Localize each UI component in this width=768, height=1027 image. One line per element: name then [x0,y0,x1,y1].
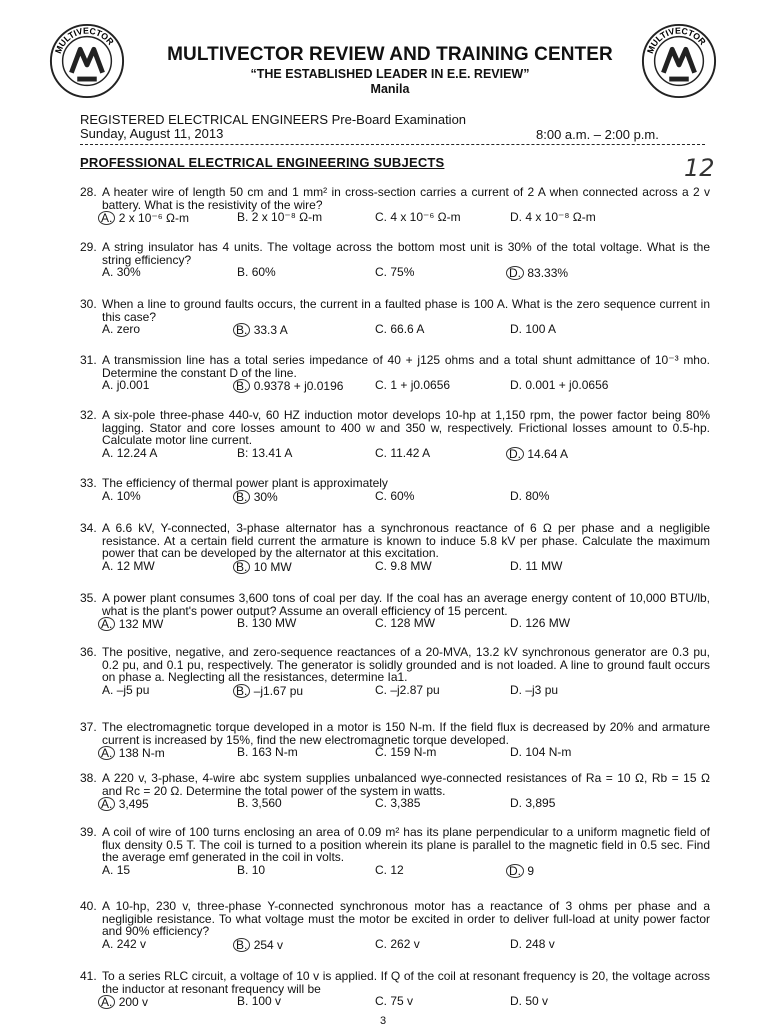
answer-option [237,864,265,877]
option-letter: D. [510,558,522,573]
option-letter: B. [237,616,249,631]
option-letter: A. [98,746,115,760]
svg-text:MULTIVECTOR: MULTIVECTOR [52,25,116,55]
answer-option [102,211,189,225]
option-letter: D. [510,796,522,811]
option-value: 33.3 A [253,323,288,338]
question-item [80,646,710,698]
option-letter: A. [102,265,114,280]
answer-option [510,995,548,1008]
option-value: 4 x 10⁻⁸ Ω-m [525,210,596,225]
question-text: The electromagnetic torque developed in a motor is 150 N-m. If the field flux is decreased by 20% and armature current is increased by 15%, find the new electromagnetic torque developed. [102,720,710,747]
question-text: A six-pole three-phase 440-v, 60 HZ induction motor develops 10-hp at 1,150 rpm, the power factor being 80% lagging. Stator and core losses amount to 400 w and 350 w, respectively. Frictional losses amount to 0.5-hp. Calculate motor line current. [102,408,710,448]
option-value: j0.001 [116,378,150,393]
option-letter: D. [506,266,524,280]
page-number: 3 [380,1015,387,1027]
option-value: 11 MW [525,558,563,573]
answer-options [102,211,710,225]
option-letter: B. [233,379,250,393]
option-value: 75 v [390,994,414,1009]
option-letter: B. [233,560,250,574]
option-letter: A. [102,862,114,877]
answer-option [375,211,461,224]
exam-name: REGISTERED ELECTRICAL ENGINEERS Pre-Board Examination [80,112,467,127]
option-letter: B. [233,323,250,337]
answer-option [102,266,141,279]
option-value: 10 [251,862,266,877]
question-item [80,354,710,393]
question-number: 31. [80,353,97,367]
answer-option [237,684,303,698]
answer-option [102,617,163,631]
exam-time: 8:00 a.m. – 2:00 p.m. [536,127,659,142]
option-letter: C. [375,210,387,225]
answer-option [237,323,288,337]
question-number: 34. [80,521,97,535]
option-value: 138 N-m [118,746,165,761]
answer-option [375,447,430,460]
option-letter: A. [102,488,114,503]
option-value: 132 MW [118,617,164,632]
answer-option [510,560,562,573]
option-value: 4 x 10⁻⁶ Ω-m [390,210,461,225]
exam-date: Sunday, August 11, 2013 [80,126,224,141]
question-item [80,900,710,952]
answer-option [375,864,404,877]
option-letter: C. [375,745,387,760]
question-item [80,241,710,280]
option-value: 80% [525,488,550,503]
answer-option [237,490,278,504]
answer-options [102,266,710,280]
answer-option [102,490,141,503]
option-value: 262 v [390,936,420,951]
question-text: A 220 v, 3-phase, 4-wire abc system supplies unbalanced wye-connected resistances of Ra = 10 Ω, Rb = 15 Ω and Rc = 20 Ω. Determine the total power of the system in watts. [102,771,710,798]
option-value: 12 [390,862,404,877]
answer-options [102,864,710,878]
option-letter: D. [510,745,522,760]
center-tagline: “THE ESTABLISHED LEADER IN E.E. REVIEW” [250,67,530,81]
question-number: 41. [80,969,97,983]
answer-option [102,379,149,392]
answer-option [237,447,292,460]
option-value: 104 N-m [525,745,572,760]
option-value: 9.8 MW [390,558,432,573]
option-value: 242 v [116,936,147,951]
answer-option [375,617,435,630]
answer-option [375,938,420,951]
option-value: 3,895 [525,796,556,811]
answer-options [102,995,710,1009]
option-value: –j3 pu [525,682,559,697]
option-letter: D. [510,936,522,951]
center-city: Manila [370,82,410,96]
question-number: 35. [80,591,97,605]
answer-options [102,938,710,952]
option-letter: D. [510,210,522,225]
option-letter: C. [375,488,387,503]
option-value: 2 x 10⁻⁸ Ω-m [251,210,323,225]
option-letter: A. [102,682,114,697]
option-value: 0.001 + j0.0656 [525,378,609,393]
option-value: –j5 pu [116,682,150,697]
option-value: 0.9378 + j0.0196 [253,379,344,394]
answer-option [510,323,556,336]
question-text: The positive, negative, and zero-sequence reactances of a 20-MVA, 13.2 kV synchronous generator are 0.3 pu, 0.2 pu, and 0.1 pu, respectively. The generator is solidly grounded and is not loaded. A line to ground fault occurs on phase a. Neglecting all the resistances, determine Ia1. [102,645,710,685]
option-value: 10% [116,488,141,503]
question-item [80,477,710,504]
option-value: 100 A [525,322,557,337]
option-value: zero [116,322,141,337]
option-value: 3,560 [251,796,282,811]
option-letter: B. [237,210,249,225]
section-title: PROFESSIONAL ELECTRICAL ENGINEERING SUBJECTS [80,155,445,170]
question-item [80,298,710,337]
question-item [80,522,710,574]
option-letter: C. [375,265,387,280]
answer-options [102,797,710,811]
option-letter: A. [98,797,115,811]
answer-option [102,560,155,573]
answer-options [102,490,710,504]
option-letter: A. [102,558,114,573]
answer-option [510,684,558,697]
option-value: 15 [116,862,131,877]
option-value: 248 v [525,936,555,951]
multivector-logo-right [640,22,718,100]
option-value: –j1.67 pu [253,683,304,698]
answer-option [375,323,424,336]
answer-option [102,995,148,1009]
multivector-logo-left [48,22,126,100]
question-text: A power plant consumes 3,600 tons of coal per day. If the coal has an average energy content of 10,000 BTU/lb, what is the plant's power output? Assume an overall efficiency of 15 percent. [102,591,710,618]
question-text: A string insulator has 4 units. The voltage across the bottom most unit is 30% of the total voltage. What is the string efficiency? [102,240,710,267]
option-letter: C. [375,616,387,631]
svg-text:MULTIVECTOR: MULTIVECTOR [644,25,708,55]
answer-option [510,797,555,810]
answer-option [510,211,596,224]
option-value: 126 MW [525,616,571,631]
option-value: 12 MW [116,558,155,573]
question-text: A transmission line has a total series impedance of 40 + j125 ohms and a total shunt admittance of 10⁻³ mho. Determine the constant D of the line. [102,353,710,380]
option-letter: D. [510,322,522,337]
option-value: 30% [116,265,141,280]
question-text: When a line to ground faults occurs, the current in a faulted phase is 100 A. What is the zero sequence current in this case? [102,297,710,324]
option-letter: B. [237,265,249,280]
answer-option [375,560,432,573]
option-value: 130 MW [251,616,297,631]
option-value: 83.33% [527,266,569,281]
answer-option [510,864,534,878]
option-letter: B: [237,445,249,460]
answer-option [510,490,549,503]
option-value: 159 N-m [390,745,437,760]
answer-options [102,560,710,574]
question-number: 39. [80,825,97,839]
option-letter: D. [506,447,524,461]
answer-option [237,211,322,224]
option-value: 2 x 10⁻⁶ Ω-m [118,211,189,226]
question-number: 32. [80,408,97,422]
question-text: A 10-hp, 230 v, three-phase Y-connected synchronous motor has a reactance of 3 ohms per phase and a negligible resistance. To what voltage must the motor be excited in order to deliver full-load at unity power factor and 90% efficiency? [102,899,710,939]
svg-text:12: 12 [684,154,715,180]
option-letter: A. [98,617,115,631]
option-letter: A. [102,936,114,951]
answer-option [237,617,296,630]
answer-option [375,490,414,503]
question-number: 29. [80,240,97,254]
option-letter: A. [98,211,115,225]
answer-option [375,797,420,810]
answer-option [237,266,276,279]
option-letter: B. [233,684,250,698]
answer-option [510,938,555,951]
option-letter: A. [102,322,114,337]
option-value: 3,495 [118,797,149,812]
answer-option [102,323,140,336]
option-letter: B. [237,994,249,1009]
answer-option [102,746,165,760]
option-letter: B. [233,490,250,504]
option-value: –j2.87 pu [390,682,440,697]
question-number: 38. [80,771,97,785]
question-item [80,970,710,1009]
option-letter: D. [510,378,522,393]
option-letter: A. [102,378,114,393]
answer-option [510,746,571,759]
option-letter: B. [233,938,250,952]
option-value: 3,385 [390,796,421,811]
option-letter: C. [375,994,387,1009]
option-value: 60% [390,488,415,503]
answer-option [237,995,281,1008]
question-number: 40. [80,899,97,913]
question-item [80,826,710,878]
answer-options [102,379,710,393]
question-number: 36. [80,645,97,659]
center-title: MULTIVECTOR REVIEW AND TRAINING CENTER [167,44,613,65]
answer-option [375,684,440,697]
option-letter: C. [375,796,387,811]
option-letter: D. [506,864,524,878]
option-value: 1 + j0.0656 [390,378,451,393]
answer-option [102,938,146,951]
answer-options [102,684,710,698]
answer-option [510,447,568,461]
option-letter: D. [510,616,522,631]
answer-option [237,560,292,574]
option-value: 66.6 A [390,322,425,337]
answer-option [375,995,413,1008]
option-value: 75% [390,265,415,280]
option-letter: C. [375,322,387,337]
answer-options [102,617,710,631]
answer-options [102,746,710,760]
option-letter: A. [102,445,114,460]
question-item [80,186,710,225]
option-value: 30% [253,489,278,504]
option-letter: C. [375,682,387,697]
answer-option [510,379,608,392]
option-value: 11.42 A [390,445,431,460]
answer-option [237,797,282,810]
answer-option [102,864,130,877]
question-item [80,409,710,461]
answer-options [102,447,710,461]
question-text: A coil of wire of 100 turns enclosing an area of 0.09 m² has its plane perpendicular to a uniform magnetic field of flux density 0.5 T. The coil is turned to a position wherein its plane is parallel to the magnetic field in 0.5 sec. Find the average emf generated in the coil in volts. [102,825,710,865]
option-value: 9 [527,863,535,878]
answer-option [375,266,414,279]
option-value: 163 N-m [251,745,298,760]
option-value: 13.41 A [251,445,293,460]
question-number: 28. [80,185,97,199]
option-value: 12.24 A [116,445,158,460]
option-letter: B. [237,862,249,877]
answer-options [102,323,710,337]
option-value: 254 v [253,937,284,952]
answer-option [102,684,149,697]
handwritten-score [680,152,724,180]
answer-option [237,379,343,393]
option-letter: C. [375,445,387,460]
question-text: The efficiency of thermal power plant is approximately [102,476,388,490]
option-letter: C. [375,862,387,877]
answer-option [375,379,450,392]
answer-option [237,938,283,952]
dashed-divider [80,144,705,145]
answer-option [102,797,149,811]
option-value: 60% [251,265,276,280]
answer-option [102,447,157,460]
answer-option [510,266,568,280]
question-item [80,721,710,760]
option-letter: B. [237,745,249,760]
option-letter: D. [510,682,522,697]
question-item [80,772,710,811]
question-item [80,592,710,631]
question-text: A heater wire of length 50 cm and 1 mm² in cross-section carries a current of 2 A when connected across a 2 v battery. What is the resistivity of the wire? [102,185,710,212]
answer-option [375,746,436,759]
option-value: 14.64 A [527,446,569,461]
question-number: 33. [80,476,97,490]
option-value: 100 v [251,994,282,1009]
option-letter: D. [510,994,522,1009]
option-value: 128 MW [390,616,436,631]
question-text: A 6.6 kV, Y-connected, 3-phase alternator has a synchronous reactance of 6 Ω per phase and a negligible resistance. At a certain field current the armature is known to induce 5.8 kV per phase. Calculate the maximum power that can be developed by the alternator at this excitation. [102,521,710,561]
answer-option [237,746,298,759]
option-letter: A. [98,995,115,1009]
option-value: 50 v [525,994,549,1009]
option-value: 200 v [118,995,149,1010]
option-letter: D. [510,488,522,503]
question-number: 30. [80,297,97,311]
option-letter: B. [237,796,249,811]
option-letter: C. [375,558,387,573]
option-letter: C. [375,378,387,393]
answer-option [510,617,570,630]
question-text: To a series RLC circuit, a voltage of 10 v is applied. If Q of the coil at resonant frequency is 20, the voltage across the inductor at resonant frequency will be [102,969,710,996]
option-letter: C. [375,936,387,951]
question-number: 37. [80,720,97,734]
option-value: 10 MW [253,559,292,574]
